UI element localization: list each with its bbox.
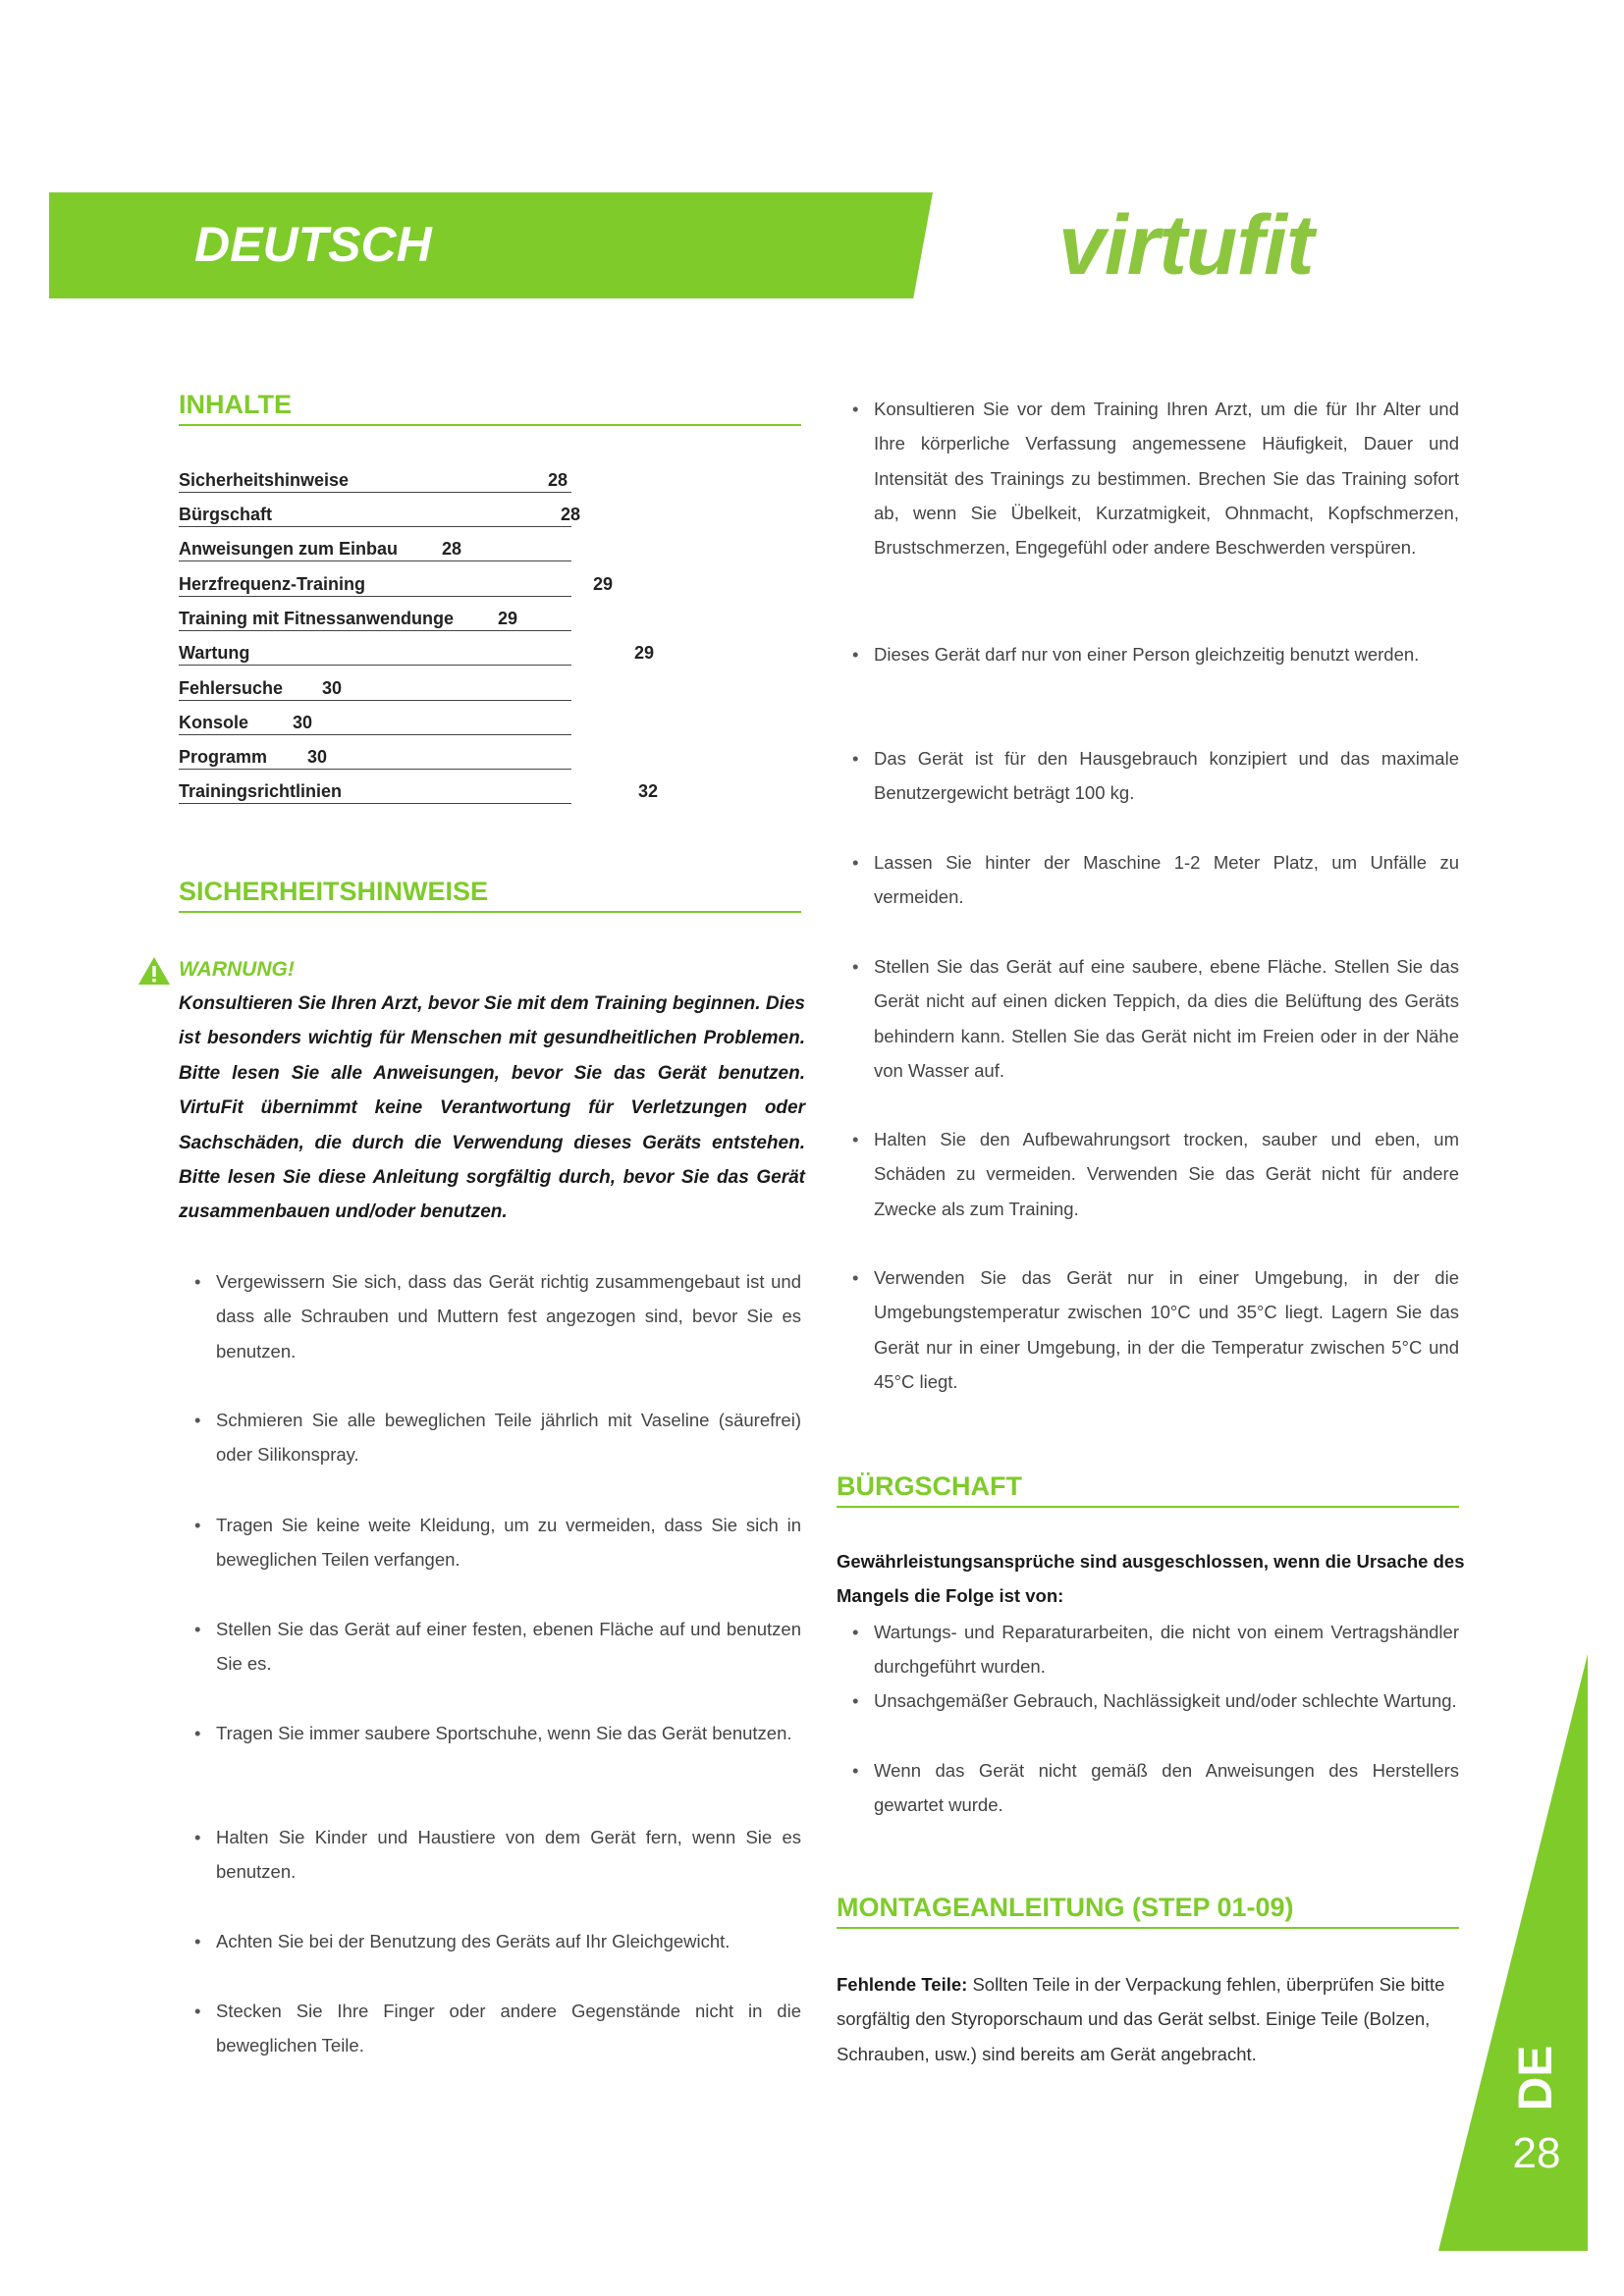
- safety-heading: SICHERHEITSHINWEISE: [179, 874, 801, 913]
- toc-underline: [179, 769, 571, 770]
- assembly-paragraph: [837, 1967, 1465, 2071]
- safety-bullet: [852, 392, 1459, 564]
- toc-item-label: Sicherheitshinweise: [179, 470, 350, 490]
- bullet-dot: •: [194, 2001, 201, 2021]
- language-code: DE: [1510, 2045, 1562, 2111]
- safety-bullet: [194, 1403, 801, 1472]
- bullet-dot: •: [852, 399, 859, 419]
- toc-item-label: Programm: [179, 747, 268, 767]
- safety-bullet: [852, 637, 1459, 671]
- bullet-text: Achten Sie bei der Benutzung des Geräts auf Ihr Gleichgewicht.: [216, 1931, 731, 1951]
- bullet-dot: •: [194, 1931, 201, 1951]
- warning-text: Konsultieren Sie Ihren Arzt, bevor Sie mit dem Training beginnen. Dies ist besonders wichtig für Menschen mit gesundheitlichen Problemen. Bitte lesen Sie alle Anweisungen, bevor Sie das Gerät benutzen. VirtuFit übernimmt keine Verantwortung für Verletzungen oder Sachschäden, die durch die Verwendung dieses Geräts entstehen. Bitte lesen Sie diese Anleitung sorgfältig durch, bevor Sie das Gerät zusammenbauen und/oder benutzen.: [179, 993, 805, 1223]
- toc-item-page: 30: [322, 678, 343, 698]
- missing-parts-label: Fehlende Teile:: [837, 1974, 968, 1995]
- toc-item-page: 32: [638, 781, 659, 801]
- bullet-dot: •: [194, 1515, 201, 1535]
- header-band: [49, 192, 933, 298]
- toc-item-label: Fehlersuche: [179, 678, 284, 698]
- toc-underline: [179, 803, 571, 804]
- toc-item-page: 30: [293, 713, 313, 732]
- bullet-dot: •: [852, 1760, 859, 1781]
- bullet-text: Unsachgemäßer Gebrauch, Nachlässigkeit und/oder schlechte Wartung.: [874, 1690, 1457, 1711]
- bullet-text: Halten Sie den Aufbewahrungsort trocken, sauber und eben, um Schäden zu vermeiden. Verwenden Sie das Gerät nicht für andere Zwecke als zum Training.: [874, 1129, 1459, 1219]
- toc-underline: [179, 734, 571, 735]
- safety-bullet: [194, 1612, 801, 1682]
- page-number: 28: [1512, 2129, 1561, 2177]
- toc-underline: [179, 492, 571, 493]
- bullet-text: Konsultieren Sie vor dem Training Ihren Arzt, um die für Ihr Alter und Ihre körperliche Verfassung angemessene Häufigkeit, Dauer und Intensität des Trainings zu bestimmen. Brechen Sie das Training sofort ab, wenn Sie Übelkeit, Kurzatmigkeit, Ohnmacht, Kopfschmerzen, Brustschmerzen, Engegefühl oder andere Beschwerden verspüren.: [874, 399, 1459, 559]
- bullet-text: Verwenden Sie das Gerät nur in einer Umgebung, in der die Umgebungstemperatur zwischen 10°C und 35°C liegt. Lagern Sie das Gerät nur in einer Umgebung, in der die Temperatur zwischen 5°C und 45°C liegt.: [874, 1267, 1459, 1392]
- bullet-dot: •: [194, 1619, 201, 1639]
- brand-logo: virtufit: [1058, 198, 1314, 293]
- bullet-text: Stellen Sie das Gerät auf einer festen, ebenen Fläche auf und benutzen Sie es.: [216, 1619, 801, 1675]
- bullet-dot: •: [194, 1271, 201, 1292]
- toc-underline: [179, 526, 571, 527]
- bullet-text: Stecken Sie Ihre Finger oder andere Gegenstände nicht in die beweglichen Teile.: [216, 2001, 801, 2056]
- bullet-dot: •: [852, 1690, 859, 1711]
- toc-item-page: 29: [593, 574, 614, 594]
- bullet-text: Stellen Sie das Gerät auf eine saubere, ebene Fläche. Stellen Sie das Gerät nicht auf einen dicken Teppich, da dies die Belüftung des Geräts behindern kann. Stellen Sie das Gerät nicht im Freien oder in der Nähe von Wasser auf.: [874, 956, 1459, 1081]
- toc-item-label: Trainingsrichtlinien: [179, 781, 343, 801]
- bullet-dot: •: [194, 1410, 201, 1430]
- safety-bullet: [194, 1994, 801, 2063]
- bullet-text: Das Gerät ist für den Hausgebrauch konzipiert und das maximale Benutzergewicht beträgt 100 kg.: [874, 748, 1459, 804]
- toc-underline: [179, 596, 571, 597]
- bullet-dot: •: [852, 1267, 859, 1288]
- bullet-text: Tragen Sie immer saubere Sportschuhe, wenn Sie das Gerät benutzen.: [216, 1723, 792, 1743]
- safety-bullet: [194, 1508, 801, 1577]
- safety-bullet: [852, 1260, 1459, 1399]
- toc-item-page: 29: [498, 609, 518, 628]
- toc-item-page: 28: [548, 470, 568, 490]
- safety-bullet: [852, 741, 1459, 811]
- bullet-text: Halten Sie Kinder und Haustiere von dem Gerät fern, wenn Sie es benutzen.: [216, 1827, 801, 1883]
- toc-item-label: Herzfrequenz-Training: [179, 574, 366, 594]
- safety-bullet: [194, 1716, 801, 1750]
- toc-item-page: 28: [442, 539, 462, 559]
- toc-item-label: Bürgschaft: [179, 505, 273, 524]
- toc-item-label: Wartung: [179, 643, 250, 663]
- bullet-text: Dieses Gerät darf nur von einer Person gleichzeitig benutzt werden.: [874, 644, 1420, 665]
- warranty-intro: Gewährleistungsansprüche sind ausgeschlossen, wenn die Ursache des Mangels die Folge ist von:: [837, 1551, 1465, 1607]
- warranty-bullet: [852, 1683, 1459, 1718]
- warning-label: WARNUNG!: [179, 958, 295, 981]
- bullet-text: Lassen Sie hinter der Maschine 1-2 Meter Platz, um Unfälle zu vermeiden.: [874, 852, 1459, 908]
- toc-underline: [179, 630, 571, 631]
- assembly-heading: MONTAGEANLEITUNG (STEP 01-09): [837, 1890, 1459, 1929]
- toc-heading: INHALTE: [179, 387, 801, 426]
- warranty-bullet: [852, 1615, 1459, 1684]
- safety-bullet: [194, 1924, 801, 1958]
- bullet-dot: •: [852, 956, 859, 977]
- bullet-text: Wartungs- und Reparaturarbeiten, die nicht von einem Vertragshändler durchgeführt wurden.: [874, 1622, 1459, 1678]
- bullet-text: Vergewissern Sie sich, dass das Gerät richtig zusammengebaut ist und dass alle Schrauben und Muttern fest angezogen sind, bevor Sie es benutzen.: [216, 1271, 801, 1362]
- toc-item-label: Training mit Fitnessanwendunge: [179, 609, 455, 628]
- safety-bullet: [852, 949, 1459, 1088]
- toc-item-page: 30: [307, 747, 328, 767]
- toc-underline: [179, 665, 571, 666]
- bullet-dot: •: [852, 1129, 859, 1149]
- bullet-dot: •: [194, 1723, 201, 1743]
- bullet-dot: •: [852, 748, 859, 769]
- bullet-dot: •: [194, 1827, 201, 1847]
- page-title: DEUTSCH: [194, 217, 432, 272]
- toc-underline: [179, 700, 571, 701]
- warranty-heading: BÜRGSCHAFT: [837, 1468, 1459, 1508]
- toc-item-label: Anweisungen zum Einbau: [179, 539, 399, 559]
- bullet-text: Schmieren Sie alle beweglichen Teile jährlich mit Vaseline (säurefrei) oder Silikonspray.: [216, 1410, 801, 1466]
- bullet-text: Tragen Sie keine weite Kleidung, um zu vermeiden, dass Sie sich in beweglichen Teilen verfangen.: [216, 1515, 801, 1571]
- bullet-dot: •: [852, 1622, 859, 1642]
- safety-bullet: [852, 845, 1459, 915]
- assembly-text: Sollten Teile in der Verpackung fehlen, überprüfen Sie bitte sorgfältig den Styroporschaum und das Gerät selbst. Einige Teile (Bolzen, Schrauben, usw.) sind bereits am Gerät angebracht.: [837, 1974, 1445, 2064]
- safety-bullet: [194, 1264, 801, 1368]
- warning-icon: [137, 956, 171, 986]
- bullet-dot: •: [852, 644, 859, 665]
- safety-bullet: [852, 1122, 1459, 1226]
- bullet-text: Wenn das Gerät nicht gemäß den Anweisungen des Herstellers gewartet wurde.: [874, 1760, 1459, 1816]
- toc-item-page: 29: [634, 643, 655, 663]
- toc-item-label: Konsole: [179, 713, 249, 732]
- toc-item-page: 28: [561, 505, 581, 524]
- warranty-bullet: [852, 1753, 1459, 1823]
- safety-bullet: [194, 1820, 801, 1890]
- bullet-dot: •: [852, 852, 859, 873]
